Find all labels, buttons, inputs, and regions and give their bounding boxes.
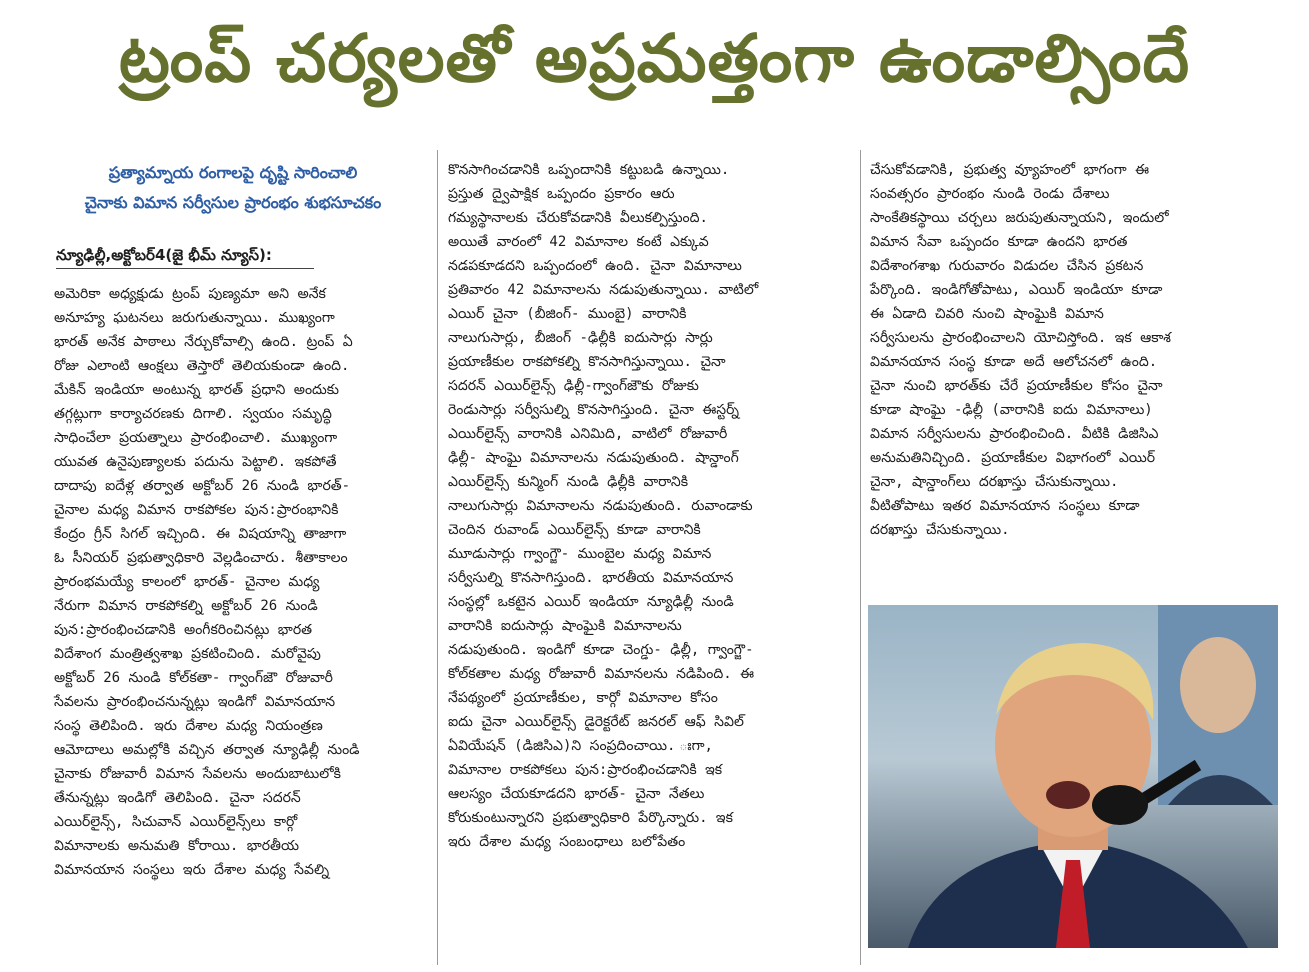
article-line: నేరుగా విమాన రాకపోకల్ని అక్టోబర్ 26 నుండి: [54, 598, 318, 614]
news-photo: [868, 605, 1278, 948]
article-line: కోల్‌కతాల మధ్య రోజువారీ విమానలను నడిపింది. ఈ: [448, 666, 754, 682]
headline: ట్రంప్ చర్యలతో అప్రమత్తంగా ఉండాల్సిందే: [118, 19, 1191, 97]
article-line: ఏవియేషన్ (డిజిసిఎ)ని సంప్రదించాయి. ఃగా,: [448, 738, 713, 754]
article-line: గమ్యస్థానాలకు చేరుకోవడానికి వీలుకల్పిస్తుంది.: [448, 210, 708, 226]
dateline: న్యూఢిల్లీ,అక్టోబర్4(జై భీమ్ న్యూస్):: [56, 242, 314, 269]
subhead-1: ప్రత్యామ్నాయ రంగాలపై దృష్టి సారించాలి: [108, 163, 358, 182]
article-line: ఎయిర్‌లైన్స్ కున్మింగ్ నుండి ఢిల్లీకి వారానికి: [448, 474, 689, 490]
article-line: చైనా, షాన్డాంగ్‌లు దరఖాస్తు చేసుకున్నాయి.: [870, 474, 1119, 490]
article-line: విమానాల రాకపోకలు పున:ప్రారంభించడానికి ఇక: [448, 762, 723, 778]
article-line: చైనాల మధ్య విమాన రాకపోకల పున:ప్రారంభానికి: [54, 502, 339, 518]
article-line: సదరన్ ఎయిర్‌లైన్స్ ఢిల్లీ-గ్వాంగ్‌జౌకు రోజుకు: [448, 378, 699, 394]
article-line: నడుపుతుంది. ఇండిగో కూడా చెంగ్డు- ఢిల్లీ, గ్వాంగ్జౌ-: [448, 642, 754, 658]
article-line: సర్వీసుల్ని కొనసాగిస్తుంది. భారతీయ విమానయాన: [448, 570, 734, 586]
article-line: ప్రస్తుత ద్వైపాక్షిక ఒప్పందం ప్రకారం ఆరు: [448, 186, 675, 202]
article-line: నాలుగుసార్లు విమానాలను నడుపుతుంది. రువాండాకు: [448, 498, 753, 514]
article-line: ఇరు దేశాల మధ్య సంబంధాలు బలోపేతం: [448, 834, 686, 850]
subhead-2: చైనాకు విమాన సర్వీసుల ప్రారంభం శుభసూచకం: [84, 193, 382, 212]
article-line: ప్రతివారం 42 విమానాలను నడుపుతున్నాయి. వాటిలో: [448, 282, 759, 298]
article-line: మేకిన్ ఇండియా అంటున్న భారత్ ప్రధాని అందుకు: [54, 382, 339, 398]
article-line: దరఖాస్తు చేసుకున్నాయి.: [870, 522, 1010, 538]
article-line: ఆమోదాలు అమల్లోకి వచ్చిన తర్వాత న్యూఢిల్లీ నుండి: [54, 742, 360, 758]
article-line: సేవలను ప్రారంభించనున్నట్లు ఇండిగో విమానయాన: [54, 694, 336, 710]
article-line: కేంద్రం గ్రీన్ సిగల్ ఇచ్చింది. ఈ విషయాన్ని తాజాగా: [54, 526, 347, 542]
subheads: [28, 158, 438, 218]
article-line: వారానికి ఐదుసార్లు షాంఘైకి విమానాలను: [448, 618, 682, 634]
article-line: ఎయిర్‌లైన్స్, సిచువాన్ ఎయిర్‌లైన్స్‌లు కార్గో: [54, 814, 298, 830]
article-line: ఎయిర్‌లైన్స్ వారానికి ఎనిమిది, వాటిలో రోజువారీ: [448, 426, 728, 442]
article-line: విమానయాన సంస్థలు ఇరు దేశాల మధ్య సేవల్ని: [54, 862, 330, 878]
article-line: నాలుగుసార్లు, బీజింగ్ -ఢిల్లీకి ఐదుసార్లు సార్లు: [448, 330, 713, 346]
article-line: విమానయాన సంస్థ కూడా అదే ఆలోచనలో ఉంది.: [870, 354, 1158, 370]
article-line: కొనసాగించడానికి ఒప్పందానికి కట్టుబడి ఉన్నాయి.: [448, 162, 730, 178]
article-line: చేసుకోవడానికి, ప్రభుత్వ వ్యూహంలో భాగంగా ఈ: [870, 162, 1150, 178]
article-line: అనూహ్య ఘటనలు జరుగుతున్నాయి. ముఖ్యంగా: [54, 310, 335, 326]
article-line: పున:ప్రారంభించడానికి అంగీకరించినట్లు భారత: [54, 622, 313, 638]
article-line: ఐదు చైనా ఎయిర్‌లైన్స్ డైరెక్టరేట్ జనరల్ ఆఫ్ సివిల్: [448, 714, 744, 730]
article-line: విమాన సేవా ఒప్పందం కూడా ఉందని భారత: [870, 234, 1128, 250]
article-column-1: [54, 282, 424, 882]
article-line: కోరుకుంటున్నారని ప్రభుత్వాధికారి పేర్కొన్నారు. ఇక: [448, 810, 733, 826]
article-line: రోజు ఎలాంటి ఆంక్షలు తెస్తారో తెలియకుండా ఉంది.: [54, 358, 350, 374]
article-line: అమెరికా అధ్యక్షుడు ట్రంప్ పుణ్యమా అని అనేక: [54, 286, 326, 302]
article-column-3: [870, 158, 1280, 542]
article-line: నేపథ్యంలో ప్రయాణీకుల, కార్గో విమానాల కోసం: [448, 690, 718, 706]
article-line: అయితే వారంలో 42 విమానాల కంటే ఎక్కువ: [448, 234, 709, 250]
article-line: ఎయిర్ చైనా (బీజింగ్- ముంబై) వారానికి: [448, 306, 687, 322]
article-line: కూడా షాంఘై -ఢిల్లీ (వారానికి ఐదు విమానాలు): [870, 402, 1153, 418]
article-line: తగ్గట్లుగా కార్యాచరణకు దిగాలి. స్వయం సమృద్ధి: [54, 406, 332, 422]
article-line: పేర్కొంది. ఇండిగోతోపాటు, ఎయిర్ ఇండియా కూడా: [870, 282, 1163, 298]
article-line: భారత్ అనేక పాఠాలు నేర్చుకోవాల్సి ఉంది. ట్రంప్ ఏ: [54, 334, 353, 350]
article-line: విదేశాంగశాఖ గురువారం విడుదల చేసిన ప్రకటన: [870, 258, 1144, 274]
article-line: సంవత్సరం ప్రారంభం నుండి రెండు దేశాలు: [870, 186, 1110, 202]
article-line: చైనా నుంచి భారత్‌కు చేరే ప్రయాణీకుల కోసం చైనా: [870, 378, 1163, 394]
article-line: ఓ సీనియర్ ప్రభుత్వాధికారి వెల్లడించారు. శీతాకాలం: [54, 550, 348, 566]
article-line: ప్రారంభమయ్యే కాలంలో భారత్- చైనాల మధ్య: [54, 574, 320, 590]
article-line: నడపకూడదని ఒప్పందంలో ఉంది. చైనా విమానాలు: [448, 258, 742, 274]
article-line: సర్వీసులను ప్రారంభించాలని యోచిస్తోంది. ఇక ఆకాశ: [870, 330, 1172, 346]
article-line: తేనున్నట్లు ఇండిగో తెలిపింది. చైనా సదరన్: [54, 790, 301, 806]
article-line: సంస్థల్లో ఒకటైన ఎయిర్ ఇండియా న్యూఢిల్లీ నుండి: [448, 594, 734, 610]
article-line: సంస్థ తెలిపింది. ఇరు దేశాల మధ్య నియంత్రణ: [54, 718, 323, 734]
article-line: సాధించేలా ప్రయత్నాలు ప్రారంభించాలి. ముఖ్యంగా: [54, 430, 338, 446]
column-divider: [860, 150, 861, 965]
column-divider: [437, 150, 438, 965]
article-line: దాదాపు ఐదేళ్ల తర్వాత అక్టోబర్ 26 నుండి భారత్-: [54, 478, 351, 494]
article-line: ఢిల్లీ- షాంఘై విమానాలను నడుపుతుంది. షాన్డాంగ్: [448, 450, 739, 466]
article-line: చెందిన రువాండ్ ఎయిర్‌లైన్స్ కూడా వారానికి: [448, 522, 701, 538]
article-line: అక్టోబర్ 26 నుండి కోల్‌కతా- గ్వాంగ్‌జౌ రోజువారీ: [54, 670, 333, 686]
article-line: ఆలస్యం చేయకూడదని భారత్- చైనా నేతలు: [448, 786, 705, 802]
article-line: అనుమతినిచ్చింది. ప్రయాణీకుల విభాగంలో ఎయిర్: [870, 450, 1156, 466]
speaker-photo-illustration: [868, 605, 1278, 948]
article-line: ఈ ఏడాది చివరి నుంచి షాంఘైకి విమాన: [870, 306, 1104, 322]
article-line: విమానాలకు అనుమతి కోరాయి. భారతీయ: [54, 838, 299, 854]
article-column-2: [448, 158, 848, 854]
article-line: విమాన సర్వీసులను ప్రారంభించింది. వీటికి డిజిసిఎ: [870, 426, 1159, 442]
article-line: ప్రయాణీకుల రాకపోకల్ని కొనసాగిస్తున్నాయి. చైనా: [448, 354, 726, 370]
article-line: రెండుసార్లు సర్వీసుల్ని కొనసాగిస్తుంది. చైనా ఈస్టర్న్: [448, 402, 739, 418]
article-line: సాంకేతికస్థాయి చర్చలు జరుపుతున్నాయని, ఇందులో: [870, 210, 1169, 226]
article-line: యువత ఉనైపుణ్యాలకు పదును పెట్టాలి. ఇకపోతే: [54, 454, 337, 470]
article-line: మూడుసార్లు గ్వాంగ్జౌ- ముంబైల మధ్య విమాన: [448, 546, 712, 562]
article-line: విదేశాంగ మంత్రిత్వశాఖ ప్రకటించింది. మరోవైపు: [54, 646, 321, 662]
article-line: చైనాకు రోజువారీ విమాన సేవలను అందుబాటులోకి: [54, 766, 341, 782]
article-line: వీటితోపాటు ఇతర విమానయాన సంస్థలు కూడా: [870, 498, 1140, 514]
